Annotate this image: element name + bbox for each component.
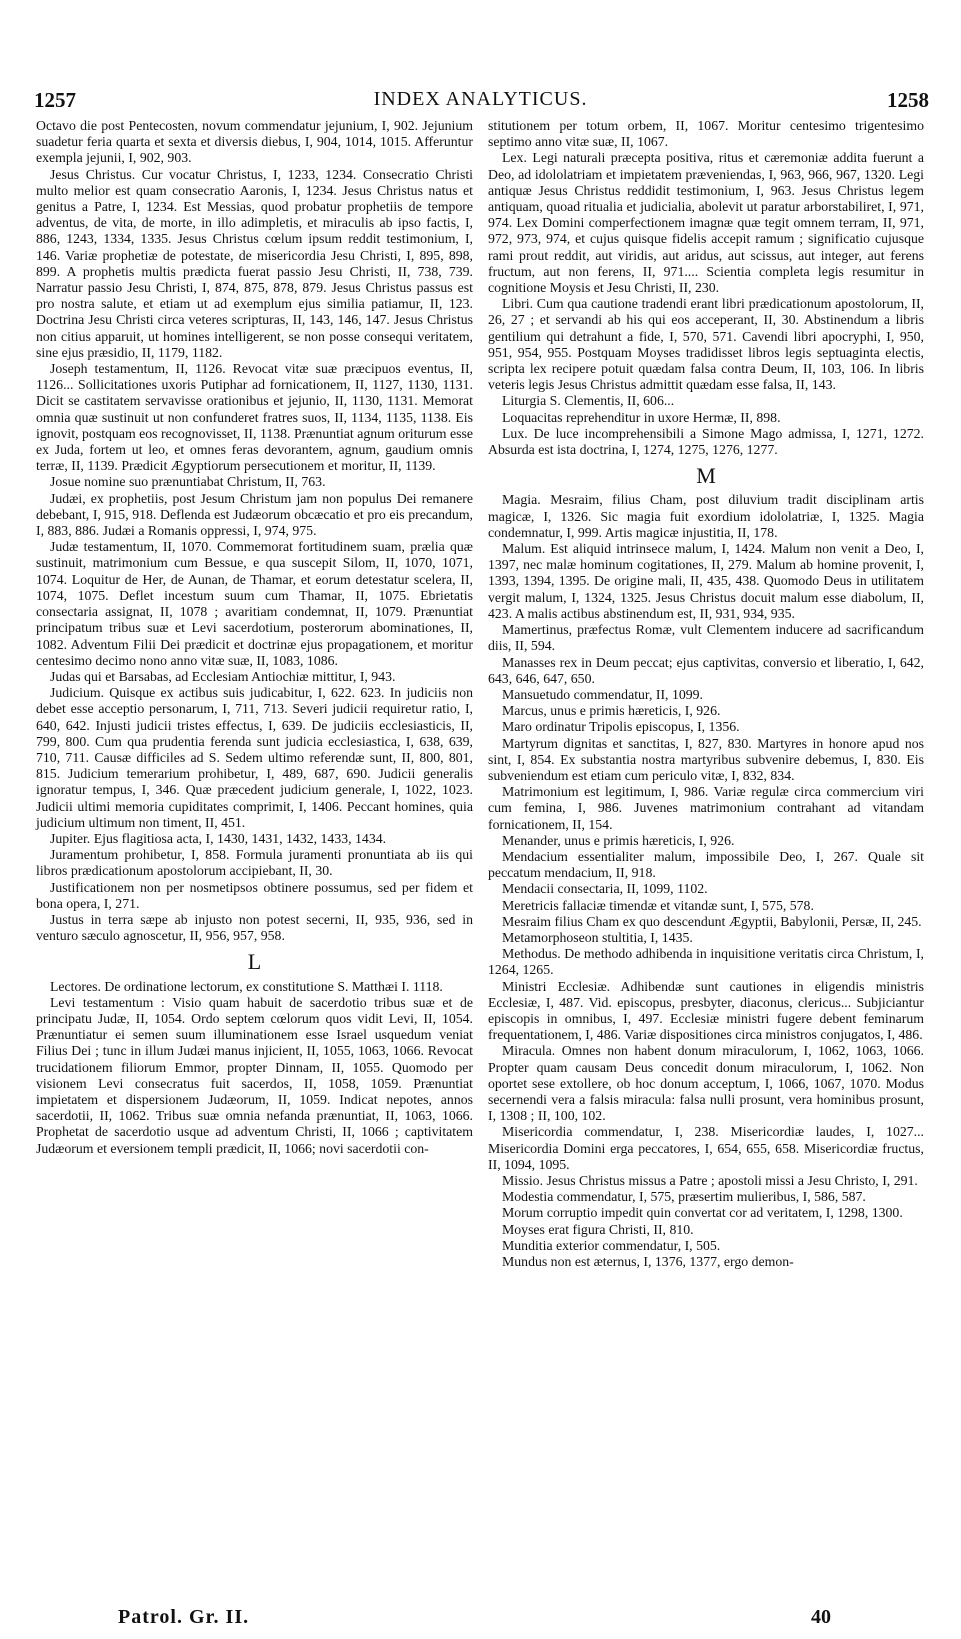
index-entry: Judicium. Quisque ex actibus suis judicabitur, I, 622. 623. In judiciis non debet esse acceptio personarum, I, 711, 713. Severi judicii requiretur ratio, I, 640, 642. Injusti judicii tristes effectus, I, 639. De judiciis ecclesiasticis, II, 799, 800. Cum qua prudentia ferenda sunt judicia ecclesiastica, I, 638, 639, 710, 711. Causæ difficiles ad S. Sedem ultimo referendæ sunt, II, 800, 801, 815. Judicium temerarium prohibetur, I, 489, 687, 690. Judicii generalis ignoratur tempus, I, 346. Quæ præcedent judicium generale, I, 1022, 1023. Judicii ultimi memoria cupiditates comprimit, I, 1406. Peccant homines, quia judicium ultimum non timent, II, 451.	[36, 685, 473, 830]
page-number-right: 1258	[887, 88, 929, 112]
index-entry: Ministri Ecclesiæ. Adhibendæ sunt cautiones in eligendis ministris Ecclesiæ, I, 487. Vid. episcopus, presbyter, diaconus, clericus... Subjiciantur episcopis in omnibus, I, 497. Ecclesiæ ministri fugere debent feminarum frequentationem, I, 486. Variæ dispositiones circa ministros conjugatos, I, 486.	[488, 978, 924, 1043]
index-entry: Missio. Jesus Christus missus a Patre ; apostoli missi a Jesu Christo, I, 291.	[502, 1173, 918, 1188]
index-entry: Judæ testamentum, II, 1070. Commemorat fortitudinem suam, prælia quæ sustinuit, matrimonium cum Bessue, e qua suscepit Silom, II, 1070, 1071, 1074. Loquitur de Her, de Aunan, de Thamar, et eorum detestatur scelera, II, 1074, 1075. Deflet incestum suum cum Thamar, II, 1075. Ebrietatis consectaria assignat, II, 1078 ; avaritiam condemnat, II, 1079. Prænuntiat principatum tribus suæ et Levi sacerdotium, posterorum abominationes, II, 1082. Adventum Filii Dei prædicit et doctrinæ ejus propagationem, et moritur centesimo decimo nono anno vitæ suæ, II, 1083, 1086.	[36, 539, 473, 668]
index-entry: Maro ordinatur Tripolis episcopus, I, 1356.	[502, 719, 740, 735]
section-letter-m: M	[696, 463, 716, 489]
index-entry: Munditia exterior commendatur, I, 505.	[502, 1237, 721, 1253]
running-title: INDEX ANALYTICUS.	[373, 88, 588, 110]
left-column	[36, 118, 473, 1157]
index-entry: Justificationem non per nosmetipsos obtinere possumus, sed per fidem et bona opera, I, 271.	[36, 879, 473, 911]
index-entry: Joseph testamentum, II, 1126. Revocat vitæ suæ præcipuos eventus, II, 1126... Sollicitationes uxoris Putiphar ad fornicationem, II, 1127, 1130, 1131. Dicit se castitatem servavisse orationibus et jejunio, II, 1130, 1131. Memorat omnia quæ sustinuit ut non confunderet fratres suos, II, 1134, 1135, 1138. Eis ignovit, postquam eos recognovisset, II, 1138. Prænuntiat agnum oriturum esse ex Juda, fortem ut leo, et omnes feras devorantem, agnum, gaudium omnis terræ, II, 1139. Prædicit Ægyptiorum persecutionem et moritur, II, 1139.	[36, 361, 473, 474]
index-entry: Lex. Legi naturali præcepta positiva, ritus et cæremoniæ addita fuerunt a Deo, ad idololatriam et impietatem præveniendas, I, 963, 966, 967, 1320. Legi antiquæ Jesus Christus reddidit testimonium, I, 963. Jesus Christus legem antiquam, quoad ritualia et judicialia, abolevit ut paratur arborstabiliret, I, 971, 974. Lex Domini comperfectionem imagnæ quæ tegit omnem terram, II, 971, 972, 973, 974, et cujus quisque fidelis accepit ramum ; significatio cujusque rami prout reddit, aut viridis, aut aridus, aut scissus, aut integer, aut ferens fructum, aut non ferens, II, 971.... Scientia completa legis resumitur in cognitione Moysis et Jesu Christi, II, 230.	[488, 150, 924, 296]
index-entry: Menander, unus e primis hæreticis, I, 926.	[502, 832, 735, 848]
index-entry: Lux. De luce incomprehensibili a Simone Mago admissa, I, 1271, 1272. Absurda est ista doctrina, I, 1274, 1275, 1276, 1277.	[488, 425, 924, 458]
index-entry: Mundus non est æternus, I, 1376, 1377, ergo demon-	[502, 1254, 794, 1270]
index-entry: Mamertinus, præfectus Romæ, vult Clementem inducere ad sacrificandum diis, II, 594.	[488, 622, 924, 654]
index-entry: Marcus, unus e primis hæreticis, I, 926.	[502, 703, 721, 719]
index-entry: Judæi, ex prophetiis, post Jesum Christum jam non populus Dei remanere debebant, I, 915, 918. Deflenda est Judæorum obcæcatio et pro eis precandum, I, 883, 886. Judæi a Romanis oppressi, I, 974, 975.	[36, 490, 473, 539]
index-entry: Jupiter. Ejus flagitiosa acta, I, 1430, 1431, 1432, 1433, 1434.	[50, 830, 387, 846]
index-entry: Matrimonium est legitimum, I, 986. Variæ regulæ circa commercium viri cum femina, I, 986. Juvenes matrimonium contrahant ad vitandam fornicationem, II, 154.	[488, 784, 924, 832]
page-number-left: 1257	[34, 88, 76, 112]
index-entry: stitutionem per totum orbem, II, 1067. Moritur centesimo trigentesimo septimo anno vitæ suæ, II, 1067.	[488, 118, 924, 150]
index-entry: Levi testamentum : Visio quam habuit de sacerdotio tribus suæ et de principatu Judæ, II, 1054. Ordo septem cœlorum quos vidit Levi, II, 1054. Prænuntiatur ei semen suum illuminationem esse Israel usquedum veniat Filius Dei ; tunc in illum Judæi manus injicient, II, 1055, 1063, 1066. Revocat trucidationem filiorum Emmor, propter Dinnam, II, 1055. Quomodo per visionem Levi consecratus fuit sacerdos, II, 1058, 1059. Prænuntiat impietatem et dispersionem Judæorum, II, 1059. Indicat nepotes, annos sacerdotii, II, 1062. Tribus suæ omnia nefanda prænuntiat, II, 1063, 1066. Prophetat de sacerdotio usque ad adventum Christi, II, 1066 ; captivitatem Judæorum et eversionem templi prædicit, II, 1066; novi sacerdotii con-	[36, 994, 473, 1156]
index-entry: Meretricis fallaciæ timendæ et vitandæ sunt, I, 575, 578.	[502, 897, 814, 913]
index-entry: Judas qui et Barsabas, ad Ecclesiam Antiochiæ mittitur, I, 943.	[50, 668, 396, 684]
section-letter-l: L	[247, 949, 262, 975]
index-entry: Mesraim filius Cham ex quo descendunt Ægyptii, Babylonii, Persæ, II, 245.	[502, 913, 922, 929]
right-column	[488, 118, 924, 1270]
index-entry: Metamorphoseon stultitia, I, 1435.	[502, 929, 693, 945]
index-entry: Liturgia S. Clementis, II, 606...	[502, 393, 675, 409]
right-entries-1	[488, 118, 924, 458]
index-entry: Methodus. De methodo adhibenda in inquisitione veritatis circa Christum, I, 1264, 1265.	[488, 946, 924, 978]
index-entry: Morum corruptio impedit quin convertat cor ad veritatem, I, 1298, 1300.	[502, 1205, 903, 1221]
index-entry: Justus in terra sæpe ab injusto non potest secerni, II, 935, 936, sed in venturo sæculo agnoscetur, II, 956, 957, 958.	[36, 911, 473, 944]
index-entry: Manasses rex in Deum peccat; ejus captivitas, conversio et liberatio, I, 642, 643, 646, 647, 650.	[488, 654, 924, 686]
index-entry: Misericordia commendatur, I, 238. Misericordiæ laudes, I, 1027... Misericordia Domini erga peccatores, I, 654, 655, 658. Misericordiæ fructus, II, 1094, 1095.	[488, 1124, 924, 1172]
index-entry: Mansuetudo commendatur, II, 1099.	[502, 686, 703, 702]
index-entry: Malum. Est aliquid intrinsece malum, I, 1424. Malum non venit a Deo, I, 1397, nec malæ hominum cogitationes, II, 279. Malum ab homine provenit, I, 1393, 1394, 1395. De origine mali, II, 435, 438. Quomodo Deus in utilitatem vergit malum, I, 1324, 1325. Jesus Christus docuit malum esse diabolum, II, 423. A malis actibus abstinendum est, II, 931, 934, 935.	[488, 541, 924, 621]
left-entries-2	[36, 979, 473, 1157]
index-entry: Libri. Cum qua cautione tradendi erant libri prædicationum apostolorum, II, 26, 27 ; et servandi ab his qui eos acceperant, II, 30. Abstinendum a libris gentilium qui detrahunt a fide, I, 570, 571. Cavendi libri apocryphi, I, 950, 951, 954, 955. Postquam Moyses tradidisset libros legis septuaginta electis, scripta lex recipere potuit quædam falsa contra Deum, II, 103, 106. In libris veteris legis Jesus Christus admittit quædam esse falsa, II, 143.	[488, 296, 924, 393]
index-entry: Lectores. De ordinatione lectorum, ex constitutione S. Matthæi I. 1118.	[50, 978, 443, 994]
footer-signature: 40	[811, 1606, 831, 1628]
index-entry: Modestia commendatur, I, 575, præsertim mulieribus, I, 586, 587.	[502, 1189, 866, 1205]
index-entry: Loquacitas reprehenditur in uxore Hermæ, II, 898.	[502, 409, 781, 425]
right-entries-2	[488, 492, 924, 1270]
index-entry: Mendacii consectaria, II, 1099, 1102.	[502, 881, 708, 897]
index-entry: Josue nomine suo prænuntiabat Christum, II, 763.	[50, 474, 326, 490]
index-entry: Moyses erat figura Christi, II, 810.	[502, 1221, 694, 1237]
left-entries-1	[36, 118, 473, 944]
index-entry: Miracula. Omnes non habent donum miraculorum, I, 1062, 1063, 1066. Propter quam causam Deus concedit donum miraculorum, I, 1062. Non oportet sese extollere, ob hoc donum acceptum, I, 1066, 1067, 1070. Modus secernendi vera a falsis miracula: falsa nulli prosunt, vera hominibus prosunt, I, 1308 ; II, 100, 102.	[488, 1043, 924, 1124]
index-entry: Martyrum dignitas et sanctitas, I, 827, 830. Martyres in honore apud nos sint, I, 854. Ex substantia nostra martyribus subvenire debemus, I, 830. Eis subveniendum est etiam cum periculo vitæ, I, 832, 834.	[488, 735, 924, 783]
index-entry: Mendacium essentialiter malum, impossibile Deo, I, 267. Quale sit peccatum mendacium, II, 918.	[488, 848, 924, 881]
index-entry: Juramentum prohibetur, I, 858. Formula juramenti pronuntiata ab iis qui libros prædicationum apostolorum accipiebant, II, 30.	[36, 847, 473, 879]
index-entry: Octavo die post Pentecosten, novum commendatur jejunium, I, 902. Jejunium suadetur feria quarta et sexta et diversis diebus, I, 904, 1014, 1015. Afferuntur exempla jejunii, I, 902, 903.	[36, 118, 473, 166]
index-entry: Magia. Mesraim, filius Cham, post diluvium tradit disciplinam artis magicæ, I, 1326. Sic magia fuit exordium idololatriæ, I, 1325. Magia condemnatur, I, 999. Artis magicæ injustitia, II, 178.	[488, 492, 924, 540]
footer-series: Patrol. Gr. II.	[118, 1606, 250, 1628]
index-entry: Jesus Christus. Cur vocatur Christus, I, 1233, 1234. Consecratio Christi multo melior est quam consecratio Aaronis, I, 1234. Jesus Christus natus et genitus a Patre, I, 1234. Est Messias, quod probatur prophetiis de tempore adventus, de vita, de morte, in illo adimpletis, et miraculis ab ipso factis, I, 886, 1243, 1334, 1335. Jesus Christus cœlum ipsum reddit testimonium, I, 146. Variæ prophetiæ de potestate, de misericordia Jesu Christi, I, 895, 898, 899. A prophetis multis prædicta fuerat passio Jesu Christi, II, 738, 739. Narratur passio Jesu Christi, I, 874, 875, 878, 879. Jesus Christus passus est pro nostra salute, et etiam ut ad exemplum ejus similia patiamur, II, 123. Doctrina Jesu Christi circa veteres scripturas, II, 143, 146, 147. Jesus Christus non citius apparuit, ut homines intelligerent, se non posse consequi veritatem, sine ejus præsidio, II, 1179, 1182.	[36, 166, 473, 360]
